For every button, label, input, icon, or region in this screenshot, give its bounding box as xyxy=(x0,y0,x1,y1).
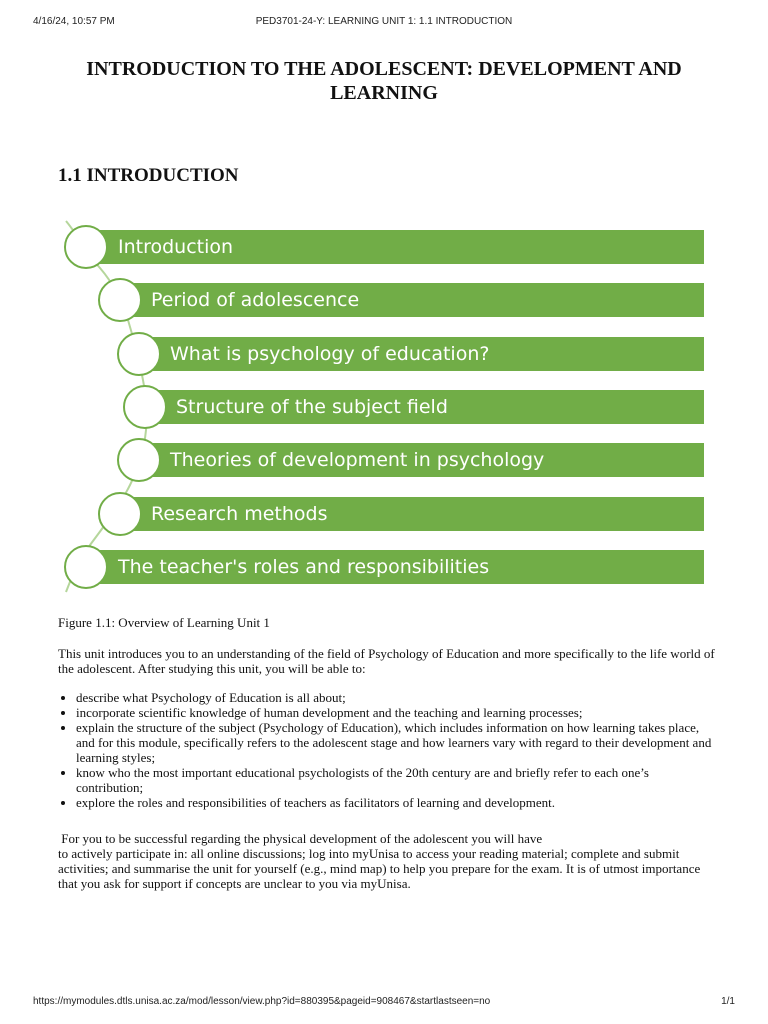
closing-paragraph-body: to actively participate in: all online discussions; log into myUnisa to access your reading material; complete and submit activities; and summarise the unit for yourself (e.g., mind map) to help you prepare for the exam. It is of utmost importance that you ask for support if concepts are unclear to you via myUnisa. xyxy=(58,846,701,891)
print-page-title: PED3701-24-Y: LEARNING UNIT 1: 1.1 INTRODUCTION xyxy=(255,16,513,27)
learning-objectives-list xyxy=(58,690,718,810)
diagram-item-label: Structure of the subject field xyxy=(176,396,448,418)
list-item: • explore the roles and responsibilities of teachers as facilitators of learning and development. xyxy=(76,795,718,810)
diagram-item-research-methods[interactable] xyxy=(118,497,704,531)
list-item: • know who the most important educational psychologists of the 20th century are and briefly refer to each one’s contribution; xyxy=(76,765,718,795)
diagram-item-label: Introduction xyxy=(118,236,234,258)
diagram-item-teacher-roles[interactable] xyxy=(84,550,704,584)
diagram-item-period-of-adolescence[interactable] xyxy=(118,283,704,317)
section-heading: 1.1 INTRODUCTION xyxy=(58,165,239,186)
diagram-item-introduction[interactable] xyxy=(84,230,704,264)
list-item: • incorporate scientific knowledge of human development and the teaching and learning processes; xyxy=(76,705,718,720)
document-title: INTRODUCTION TO THE ADOLESCENT: DEVELOPMENT AND LEARNING xyxy=(86,58,682,104)
diagram-item-label: Theories of development in psychology xyxy=(170,449,545,471)
diagram-item-theories-of-development[interactable] xyxy=(138,443,704,477)
diagram-item-label: The teacher's roles and responsibilities xyxy=(118,556,490,578)
closing-paragraph xyxy=(58,831,718,891)
list-item: • explain the structure of the subject (Psychology of Education), which includes information on how learning takes place, and for this module, specifically refers to the adolescent stage and how learners vary with regard to their development and learning styles; xyxy=(76,720,718,765)
list-item: • describe what Psychology of Education is all about; xyxy=(76,690,718,705)
diagram-item-label: Research methods xyxy=(151,503,328,525)
print-page-number: 1/1 xyxy=(721,996,735,1007)
diagram-item-label: What is psychology of education? xyxy=(170,343,490,365)
figure-caption: Figure 1.1: Overview of Learning Unit 1 xyxy=(58,615,270,630)
print-datetime: 4/16/24, 10:57 PM xyxy=(33,16,115,27)
closing-paragraph-first-line: For you to be successful regarding the physical development of the adolescent you will have xyxy=(58,831,543,846)
diagram-item-label: Period of adolescence xyxy=(151,289,360,311)
intro-paragraph: This unit introduces you to an understanding of the field of Psychology of Education and more specifically to the life world of the adolescent. After studying this unit, you will be able to: xyxy=(58,646,715,676)
diagram-item-psychology-of-education[interactable] xyxy=(138,337,704,371)
diagram-item-structure-of-subject-field[interactable] xyxy=(143,390,704,424)
print-url: https://mymodules.dtls.unisa.ac.za/mod/lesson/view.php?id=880395&pageid=908467&startlastseen=no xyxy=(33,996,491,1007)
